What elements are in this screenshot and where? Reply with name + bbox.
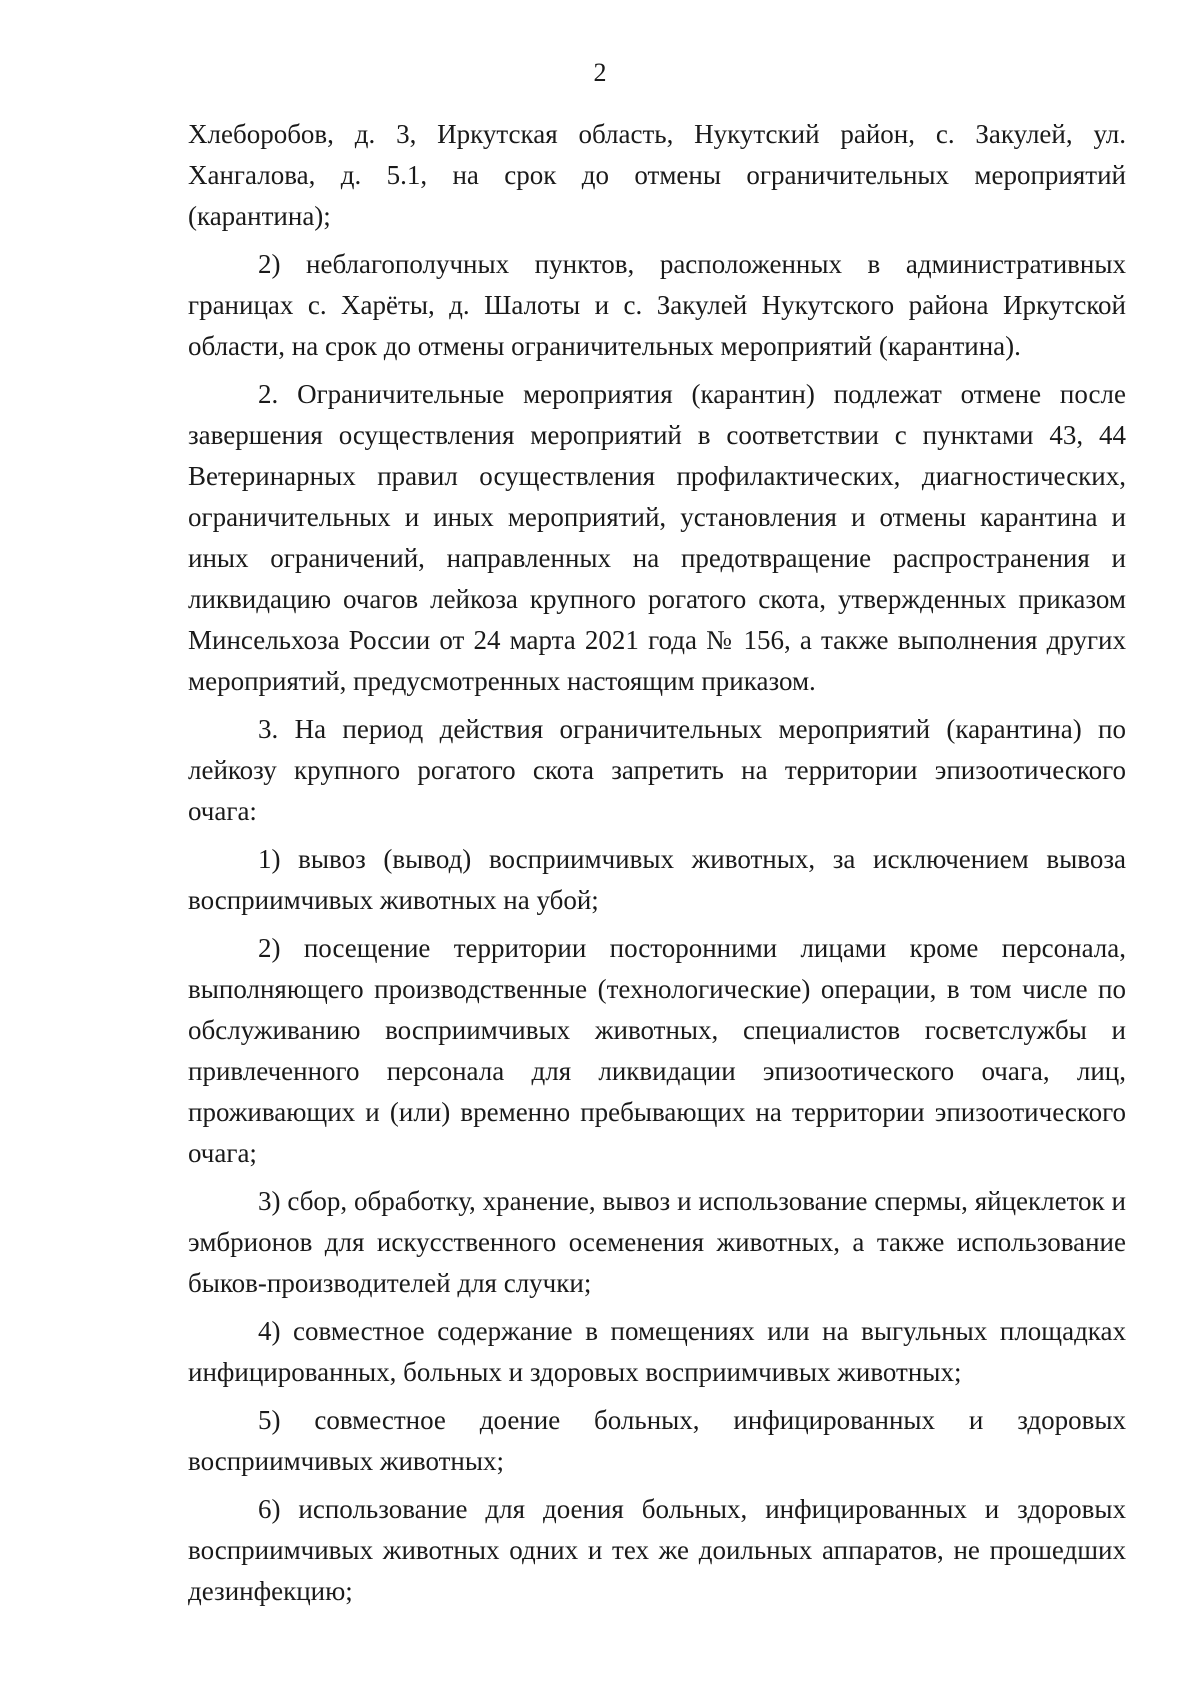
- paragraph-prohibition-4: 4) совместное содержание в помещениях или на выгульных площадках инфицированных, больных и здоровых восприимчивых животных;: [188, 1316, 1126, 1387]
- paragraph-clause-3-prohibitions: 3. На период действия ограничительных мероприятий (карантина) по лейкозу крупного рогатого скота запретить на территории эпизоотического очага:: [188, 714, 1126, 826]
- page-number: 2: [593, 58, 607, 87]
- paragraph-prohibition-2: 2) посещение территории посторонними лицами кроме персонала, выполняющего производственные (технологические) операции, в том числе по обслуживанию восприимчивых животных, специалистов госветслужбы и привлеченного персонала для ликвидации эпизоотического очага, лиц, проживающих и (или) временно пребывающих на территории эпизоотического очага;: [188, 933, 1126, 1168]
- paragraph-prohibition-3: 3) сбор, обработку, хранение, вывоз и использование спермы, яйцеклеток и эмбрионов для искусственного осеменения животных, а также использование быков-производителей для случки;: [188, 1186, 1126, 1298]
- paragraph-prohibition-6: 6) использование для доения больных, инфицированных и здоровых восприимчивых животных одних и тех же доильных аппаратов, не прошедших дезинфекцию;: [188, 1494, 1126, 1606]
- paragraph-address-continuation: Хлеборобов, д. 3, Иркутская область, Нукутский район, с. Закулей, ул. Хангалова, д. 5.1, на срок до отмены ограничительных мероприятий (карантина);: [188, 119, 1126, 231]
- paragraph-prohibition-5: 5) совместное доение больных, инфицированных и здоровых восприимчивых животных;: [188, 1405, 1126, 1476]
- document-body: [188, 114, 1126, 1619]
- paragraph-item-2-unfavorable-points: 2) неблагополучных пунктов, расположенных в административных границах с. Харёты, д. Шалоты и с. Закулей Нукутского района Иркутской области, на срок до отмены ограничительных мероприятий (карантина).: [188, 249, 1126, 361]
- paragraph-prohibition-1: 1) вывоз (вывод) восприимчивых животных, за исключением вывоза восприимчивых животных на убой;: [188, 844, 1126, 915]
- paragraph-clause-2-cancellation: 2. Ограничительные мероприятия (карантин) подлежат отмене после завершения осуществления мероприятий в соответствии с пунктами 43, 44 Ветеринарных правил осуществления профилактических, диагностических, ограничительных и иных мероприятий, установления и отмены карантина и иных ограничений, направленных на предотвращение распространения и ликвидацию очагов лейкоза крупного рогатого скота, утвержденных приказом Минсельхоза России от 24 марта 2021 года № 156, а также выполнения других мероприятий, предусмотренных настоящим приказом.: [188, 379, 1126, 696]
